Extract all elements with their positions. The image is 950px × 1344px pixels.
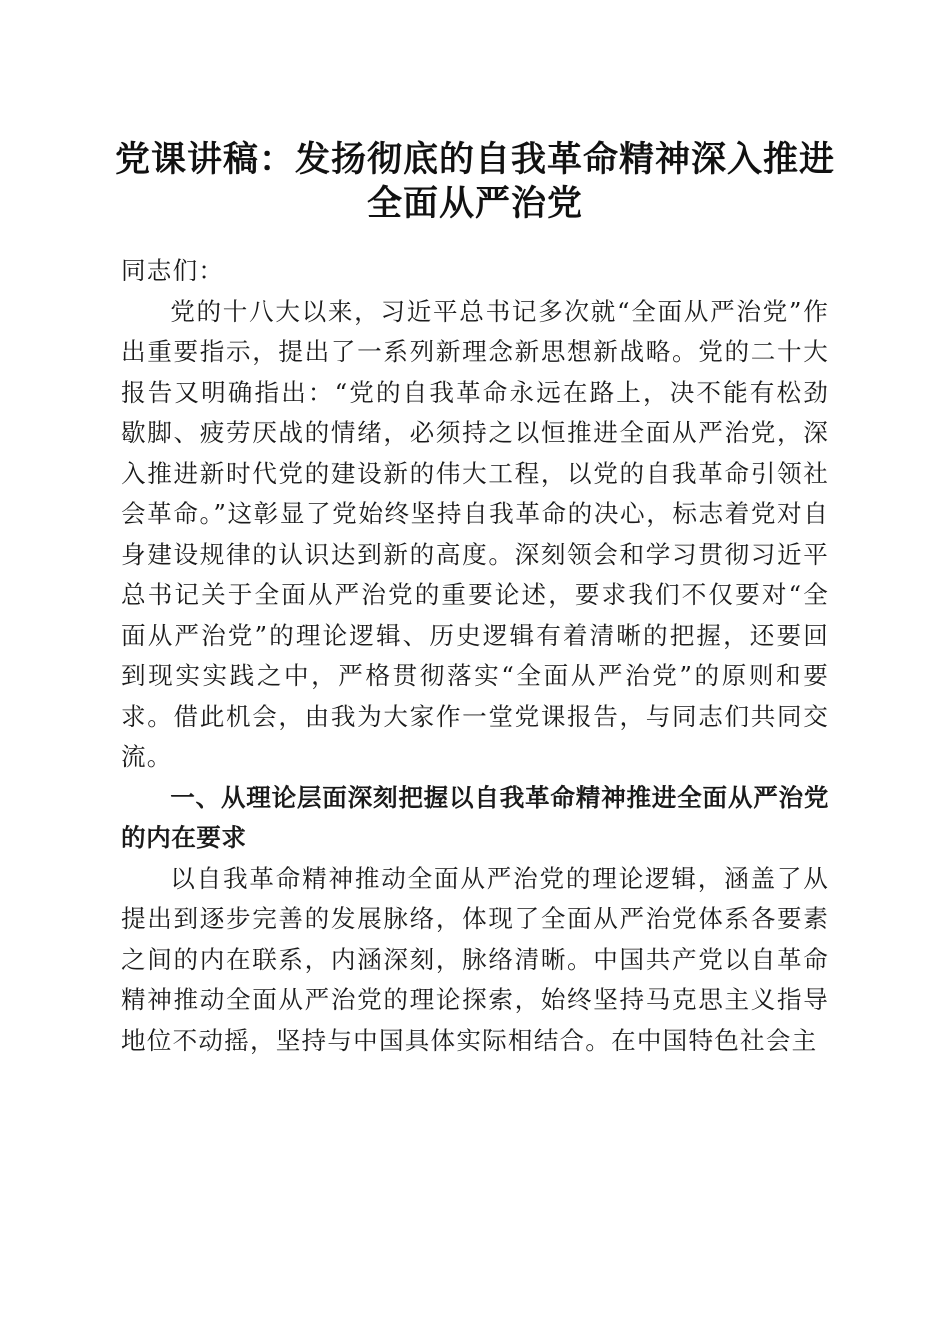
document-title bbox=[100, 138, 850, 226]
title-line-2: 全面从严治党 bbox=[366, 183, 583, 224]
intro-paragraph: 党的十八大以来，习近平总书记多次就“全面从严治党”作出重要指示，提出了一系列新理念新思想新战略。党的二十大报告又明确指出：“党的自我革命永远在路上，决不能有松劲歇脚、疲劳厌战的情绪，必须持之以恒推进全面从严治党，深入推进新时代党的建设新的伟大工程，以党的自我革命引领社会革命。”这彰显了党始终坚持自我革命的决心，标志着党对自身建设规律的认识达到新的高度。深刻领会和学习贯彻习近平总书记关于全面从严治党的重要论述，要求我们不仅要对“全面从严治党”的理论逻辑、历史逻辑有着清晰的把握，还要回到现实实践之中，严格贯彻落实“全面从严治党”的原则和要求。借此机会，由我为大家作一堂党课报告，与同志们共同交流。 bbox=[121, 296, 829, 771]
section-paragraph: 以自我革命精神推动全面从严治党的理论逻辑，涵盖了从提出到逐步完善的发展脉络，体现了全面从严治党体系各要素之间的内在联系，内涵深刻，脉络清晰。中国共产党以自革命精神推动全面从严治党的理论探索，始终坚持马克思主义指导地位不动摇，坚持与中国具体实际相结合。在中国特色社会主 bbox=[121, 863, 829, 1055]
document-body bbox=[121, 251, 829, 1061]
title-line-1: 党课讲稿：发扬彻底的自我革命精神深入推进 bbox=[114, 139, 835, 180]
salutation: 同志们： bbox=[121, 256, 225, 285]
section-heading: 一、从理论层面深刻把握以自我革命精神推进全面从严治党的内在要求 bbox=[121, 782, 829, 852]
